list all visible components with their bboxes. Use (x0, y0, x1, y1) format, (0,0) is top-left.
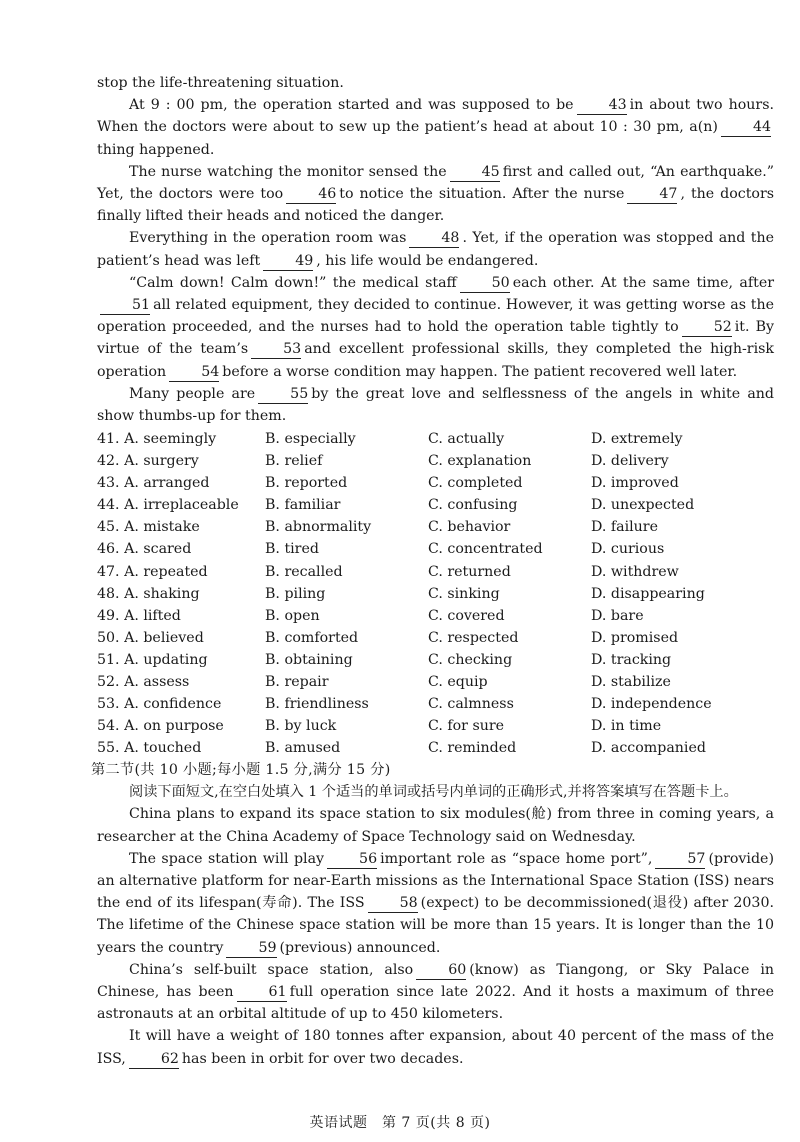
option-a: 54. A. on purpose (97, 717, 224, 734)
section-heading: 第二节(共 10 小题;每小题 1.5 分,满分 15 分) (91, 761, 391, 778)
option-d: D. bare (591, 607, 644, 624)
blank-52: 52 (682, 319, 732, 337)
option-a: 46. A. scared (97, 541, 192, 558)
option-d: D. curious (591, 541, 665, 558)
option-row (97, 450, 774, 472)
passage-paragraph: China plans to expand its space station to six modules(舱) from three in coming years, a researcher at the China Academy of Space Technology said on Wednesday. (97, 806, 774, 845)
passage-paragraph: It will have a weight of 180 tonnes after expansion, about 40 percent of the mass of the ISS, 62 has been in orbit for over two decades. (97, 1028, 774, 1067)
option-row (97, 516, 774, 538)
blank-43: 43 (577, 97, 627, 115)
option-b: B. repair (265, 673, 329, 690)
blank-60: 60 (416, 962, 466, 980)
passage-paragraph: At 9 : 00 pm, the operation started and was supposed to be 43 in about two hours. When the doctors were about to sew up the patient’s head at about 10 : 30 pm, a(n) 44thing happened. (97, 97, 774, 158)
option-c: C. confusing (428, 497, 518, 514)
section-instruction: 阅读下面短文,在空白处填入 1 个适当的单词或括号内单词的正确形式,并将答案填写在答题卡上。 (129, 784, 738, 801)
blank-47: 47 (627, 186, 677, 204)
option-row (97, 561, 774, 583)
option-c: C. sinking (428, 585, 500, 602)
option-b: B. tired (265, 541, 319, 558)
option-row (97, 583, 774, 605)
option-a: 42. A. surgery (97, 453, 199, 470)
option-a: 52. A. assess (97, 673, 190, 690)
option-row (97, 494, 774, 516)
option-c: C. completed (428, 475, 523, 492)
option-row (97, 649, 774, 671)
option-b: B. by luck (265, 717, 337, 734)
blank-49: 49 (263, 253, 313, 271)
option-c: C. explanation (428, 453, 532, 470)
option-d: D. unexpected (591, 497, 695, 514)
option-d: D. delivery (591, 453, 669, 470)
option-c: C. returned (428, 563, 511, 580)
option-a: 48. A. shaking (97, 585, 200, 602)
option-row (97, 538, 774, 560)
blank-56: 56 (327, 851, 377, 869)
blank-54: 54 (169, 364, 219, 382)
option-c: C. calmness (428, 695, 514, 712)
blank-48: 48 (409, 230, 459, 248)
option-d: D. independence (591, 695, 712, 712)
option-b: B. relief (265, 453, 323, 470)
option-d: D. failure (591, 519, 658, 536)
option-b: B. familiar (265, 497, 341, 514)
option-b: B. especially (265, 431, 356, 448)
blank-45: 45 (450, 164, 500, 182)
passage-paragraph: Everything in the operation room was 48 . Yet, if the operation was stopped and the patient’s head was left 49 , his life would be endangered. (97, 230, 774, 269)
option-a: 44. A. irreplaceable (97, 497, 239, 514)
option-b: B. recalled (265, 563, 343, 580)
blank-53: 53 (251, 341, 301, 359)
blank-62: 62 (129, 1051, 179, 1069)
option-d: D. tracking (591, 651, 672, 668)
option-b: B. comforted (265, 629, 359, 646)
blank-55: 55 (258, 386, 308, 404)
option-a: 55. A. touched (97, 739, 202, 756)
option-row (97, 671, 774, 693)
option-a: 50. A. believed (97, 629, 204, 646)
option-c: C. reminded (428, 739, 517, 756)
option-c: C. concentrated (428, 541, 543, 558)
option-b: B. obtaining (265, 651, 353, 668)
option-b: B. open (265, 607, 320, 624)
option-c: C. covered (428, 607, 505, 624)
option-a: 47. A. repeated (97, 563, 208, 580)
blank-51: 51 (100, 297, 150, 315)
option-d: D. withdrew (591, 563, 679, 580)
option-row (97, 693, 774, 715)
option-c: C. behavior (428, 519, 511, 536)
option-d: D. stabilize (591, 673, 671, 690)
passage-paragraph: Many people are 55 by the great love and selflessness of the angels in white and show thumbs-up for them. (97, 385, 774, 425)
option-a: 43. A. arranged (97, 475, 210, 492)
option-row (97, 737, 774, 759)
blank-44: 44 (721, 119, 771, 137)
option-a: 51. A. updating (97, 651, 208, 668)
option-b: B. friendliness (265, 695, 369, 712)
blank-57: 57 (655, 851, 705, 869)
option-a: 49. A. lifted (97, 607, 181, 624)
passage-paragraph: “Calm down! Calm down!” the medical staff 50 each other. At the same time, after51 all related equipment, they decided to continue. However, it was getting worse as the operation proceeded, and the nurses had to hold the operation table tightly to 52 it. By virtue of the team’s 53 and excellent professional skills, they completed the high-risk operation 54 before a worse condition may happen. The patient recovered well later. (97, 274, 775, 380)
blank-61: 61 (237, 984, 287, 1002)
option-row (97, 627, 774, 649)
option-d: D. promised (591, 629, 679, 646)
option-c: C. respected (428, 629, 519, 646)
options-table (97, 428, 774, 759)
option-d: D. disappearing (591, 585, 705, 602)
option-d: D. in time (591, 717, 662, 734)
option-a: 41. A. seemingly (97, 431, 217, 448)
option-b: B. reported (265, 475, 348, 492)
option-row (97, 428, 774, 450)
passage-paragraph: China’s self-built space station, also 60 (know) as Tiangong, or Sky Palace in Chinese, has been 61 full operation since late 2022. And it hosts a maximum of three astronauts at an orbital altitude of up to 450 kilometers. (97, 961, 774, 1023)
page-footer: 英语试题 第 7 页(共 8 页) (309, 1115, 491, 1131)
passage-paragraph: The nurse watching the monitor sensed the 45 first and called out, “An earthquake.” Yet, the doctors were too 46 to notice the situation. After the nurse 47 , the doctors finally lifted their heads and noticed the danger. (97, 163, 775, 225)
option-c: C. checking (428, 651, 513, 668)
option-d: D. extremely (591, 431, 683, 448)
option-b: B. abnormality (265, 519, 372, 536)
option-d: D. improved (591, 475, 679, 492)
blank-58: 58 (368, 895, 418, 913)
option-row (97, 715, 774, 737)
option-c: C. for sure (428, 717, 505, 734)
blank-46: 46 (286, 186, 336, 204)
option-c: C. equip (428, 673, 488, 690)
passage-paragraph: stop the life-threatening situation. (97, 75, 344, 91)
option-row (97, 472, 774, 494)
option-b: B. piling (265, 585, 326, 602)
option-b: B. amused (265, 739, 341, 756)
blank-50: 50 (460, 275, 510, 293)
option-row (97, 605, 774, 627)
option-c: C. actually (428, 431, 505, 448)
option-a: 53. A. confidence (97, 695, 222, 712)
option-d: D. accompanied (591, 739, 706, 756)
passage-paragraph: The space station will play 56 important role as “space home port”, 57 (provide) an alternative platform for near-Earth missions as the International Space Station (ISS) nears the end of its lifespan(寿命). The ISS 58 (expect) to be decommissioned(退役) after 2030. The lifetime of the Chinese space station will be more than 15 years. It is longer than the 10 years the country 59 (previous) announced. (97, 850, 774, 956)
option-a: 45. A. mistake (97, 519, 200, 536)
blank-59: 59 (226, 940, 276, 958)
